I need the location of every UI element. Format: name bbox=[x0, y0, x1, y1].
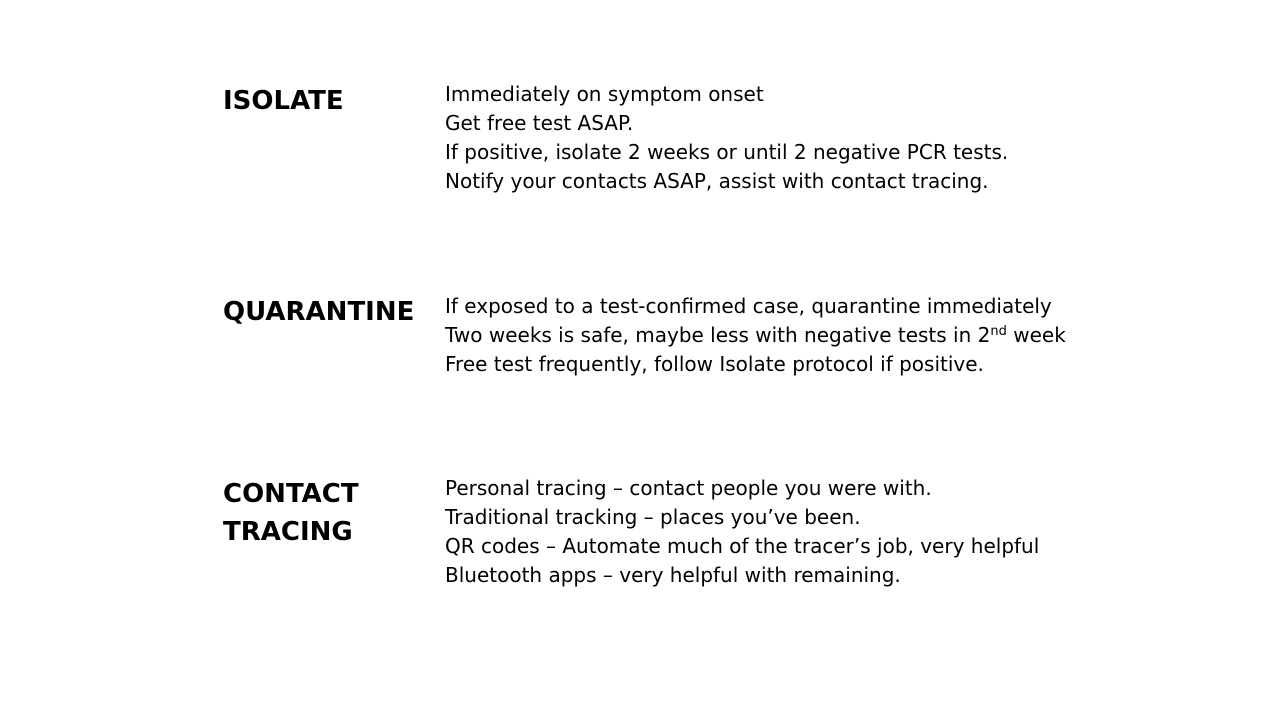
section-body bbox=[445, 80, 1065, 196]
section-heading bbox=[223, 82, 423, 120]
line-text: Two weeks is safe, maybe less with negative tests in 2 bbox=[445, 323, 991, 347]
bullet-line: If exposed to a test-confirmed case, quarantine immediately bbox=[445, 294, 1052, 318]
bullet-line: Get free test ASAP. bbox=[445, 111, 634, 135]
section-heading bbox=[223, 475, 423, 551]
bullet-line bbox=[445, 321, 1065, 350]
line-text: week bbox=[1006, 323, 1066, 347]
bullet-line: Traditional tracking – places you’ve been. bbox=[445, 505, 861, 529]
bullet-line: Notify your contacts ASAP, assist with contact tracing. bbox=[445, 169, 989, 193]
section-body bbox=[445, 292, 1065, 379]
bullet-line: QR codes – Automate much of the tracer’s job, very helpful bbox=[445, 534, 1040, 558]
heading-line: TRACING bbox=[223, 517, 353, 547]
ordinal-superscript: nd bbox=[990, 324, 1007, 339]
bullet-line: Personal tracing – contact people you were with. bbox=[445, 476, 932, 500]
bullet-line: Free test frequently, follow Isolate protocol if positive. bbox=[445, 352, 984, 376]
section-heading bbox=[223, 293, 423, 331]
section-body bbox=[445, 474, 1065, 590]
bullet-line: If positive, isolate 2 weeks or until 2 negative PCR tests. bbox=[445, 140, 1009, 164]
heading-line: QUARANTINE bbox=[223, 297, 415, 327]
bullet-line: Immediately on symptom onset bbox=[445, 82, 764, 106]
bullet-line: Bluetooth apps – very helpful with remaining. bbox=[445, 563, 901, 587]
heading-line: ISOLATE bbox=[223, 86, 344, 116]
heading-line: CONTACT bbox=[223, 479, 359, 509]
